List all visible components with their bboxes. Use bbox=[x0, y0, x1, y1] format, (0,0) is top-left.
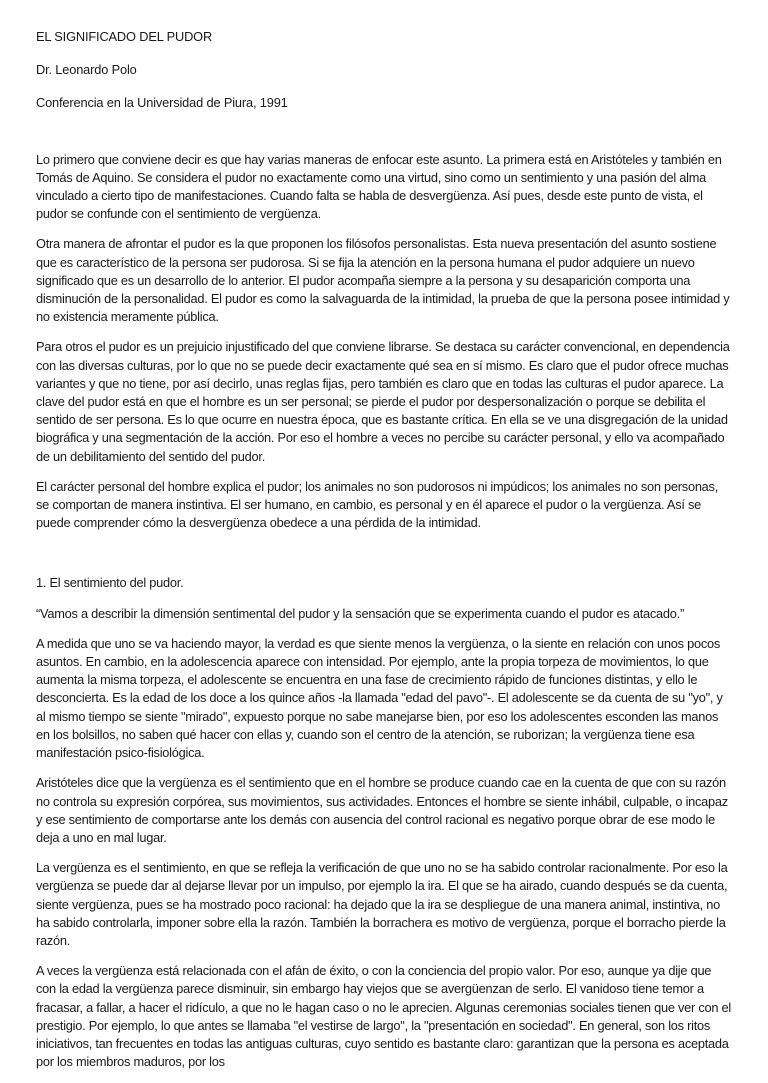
paragraph-section-5: A veces la vergüenza está relacionada con el afán de éxito, o con la conciencia del propio valor. Por eso, aunque ya dije que con la edad la vergüenza parece disminuir, sin embargo hay viejos que se avergüenzan de serlo. El vanidoso tiene temor a fracasar, a fallar, a hacer el ridículo, a que no le hagan caso o no le aprecien. Algunas ceremonias sociales tienen que ver con el prestigio. Por ejemplo, lo que antes se llamaba "el vestirse de largo", la "presentación en sociedad". En general, son los ritos iniciativos, tan frecuentes en todas las antiguas culturas, cuyo sentido es bastante claro: garantizan que la persona es aceptada por los miembros maduros, por los bbox=[36, 963, 731, 1070]
document-page bbox=[36, 28, 732, 1083]
paragraph-section-1: “Vamos a describir la dimensión sentimental del pudor y la sensación que se experimenta cuando el pudor es atacado.” bbox=[36, 605, 684, 621]
paragraph-section-3: Aristóteles dice que la vergüenza es el sentimiento que en el hombre se produce cuando cae en la cuenta de que con su razón no controla su expresión corpórea, sus movimientos, sus actividades. Entonces el hombre se siente inhábil, culpable, o incapaz y ese sentimiento de comportarse ante los demás con ausencia del control racional es negativo porque obrar de ese modo le deja a uno en mal lugar. bbox=[36, 775, 728, 845]
document-title: EL SIGNIFICADO DEL PUDOR bbox=[36, 29, 213, 44]
paragraph-section-2: A medida que uno se va haciendo mayor, la verdad es que siente menos la vergüenza, o la siente en relación con unos pocos asuntos. En cambio, en la adolescencia aparece con intensidad. Por ejemplo, ante la propia torpeza de movimientos, lo que aumenta la misma torpeza, el adolescente se encuentra en una fase de crecimiento rápido de funciones distintas, y ello le desconcierta. Es la edad de los doce a los quince años -la llamada "edad del pavo"-. El adolescente se da cuenta de su "yo", y al mismo tiempo se siente "mirado", expuesto porque no sabe manejarse bien, por eso los adolescentes esconden las manos en los bolsillos, no saben qué hacer con ellas y, cuando son el centro de la atención, se ruborizan; la vergüenza tiene esa manifestación psico-fisiológica. bbox=[36, 635, 723, 761]
spacer bbox=[36, 128, 732, 151]
author-name: Dr. Leonardo Polo bbox=[36, 62, 137, 78]
spacer bbox=[36, 544, 732, 574]
paragraph-intro-2: Otra manera de afrontar el pudor es la que proponen los filósofos personalistas. Esta nueva presentación del asunto sostiene que es característico de la persona ser pudorosa. Si se fija la atención en la persona humana el pudor adquiere un nuevo significado que es un desarrollo de lo anterior. El pudor acompaña siempre a la persona y su desaparición comporta una disminución de la personalidad. El pudor es como la salvaguarda de la intimidad, la prueba de que la persona posee intimidad y no existencia meramente pública. bbox=[36, 236, 730, 325]
paragraph-intro-3: Para otros el pudor es un prejuicio injustificado del que conviene librarse. Se destaca su carácter convencional, en dependencia con las diversas culturas, por lo que no se puede decir exactamente qué sea en sí mismo. Es claro que el pudor ofrece muchas variantes y que no tiene, por así decirlo, unas reglas fijas, pero también es claro que en todas las culturas el pudor aparece. La clave del pudor está en que el hombre es un ser personal; se pierde el pudor por despersonalización o porque se debilita el sentido de ser persona. Es lo que ocurre en nuestra época, que es bastante crítica. En ella se ve una disgregación de la unidad biográfica y una segmentación de la acción. Por eso el hombre a veces no percibe su carácter personal, y ello va acompañado de un debilitamiento del sentido del pudor. bbox=[36, 339, 730, 464]
paragraph-intro-4: El carácter personal del hombre explica el pudor; los animales no son pudorosos ni impúdicos; los animales no son personas, se comportan de manera instintiva. El ser humano, en cambio, es personal y en él aparece el pudor o la vergüenza. Así se puede comprender cómo la desvergüenza obedece a una pérdida de la intimidad. bbox=[36, 478, 719, 531]
section-heading: 1. El sentimiento del pudor. bbox=[36, 575, 184, 591]
conference-info: Conferencia en la Universidad de Piura, 1991 bbox=[36, 95, 288, 111]
paragraph-section-4: La vergüenza es el sentimiento, en que se refleja la verificación de que uno no se ha sabido controlar racionalmente. Por eso la vergüenza se puede dar al dejarse llevar por un impulso, por ejemplo la ira. El que se ha airado, cuando después se da cuenta, siente vergüenza, pues se ha mostrado poco racional: ha dejado que la ira se despliegue de una manera animal, instintiva, no ha sabido controlarla, imponer sobre ella la razón. También la borrachera es motivo de vergüenza, porque el borracho pierde la razón. bbox=[36, 860, 728, 948]
paragraph-intro-1: Lo primero que conviene decir es que hay varias maneras de enfocar este asunto. La primera está en Aristóteles y también en Tomás de Aquino. Se considera el pudor no exactamente como una virtud, sino como un sentimiento y una pasión del alma vinculado a cierto tipo de manifestaciones. Cuando falta se habla de desvergüenza. Así pues, desde este punto de vista, el pudor se confunde con el sentimiento de vergüenza. bbox=[36, 151, 722, 222]
